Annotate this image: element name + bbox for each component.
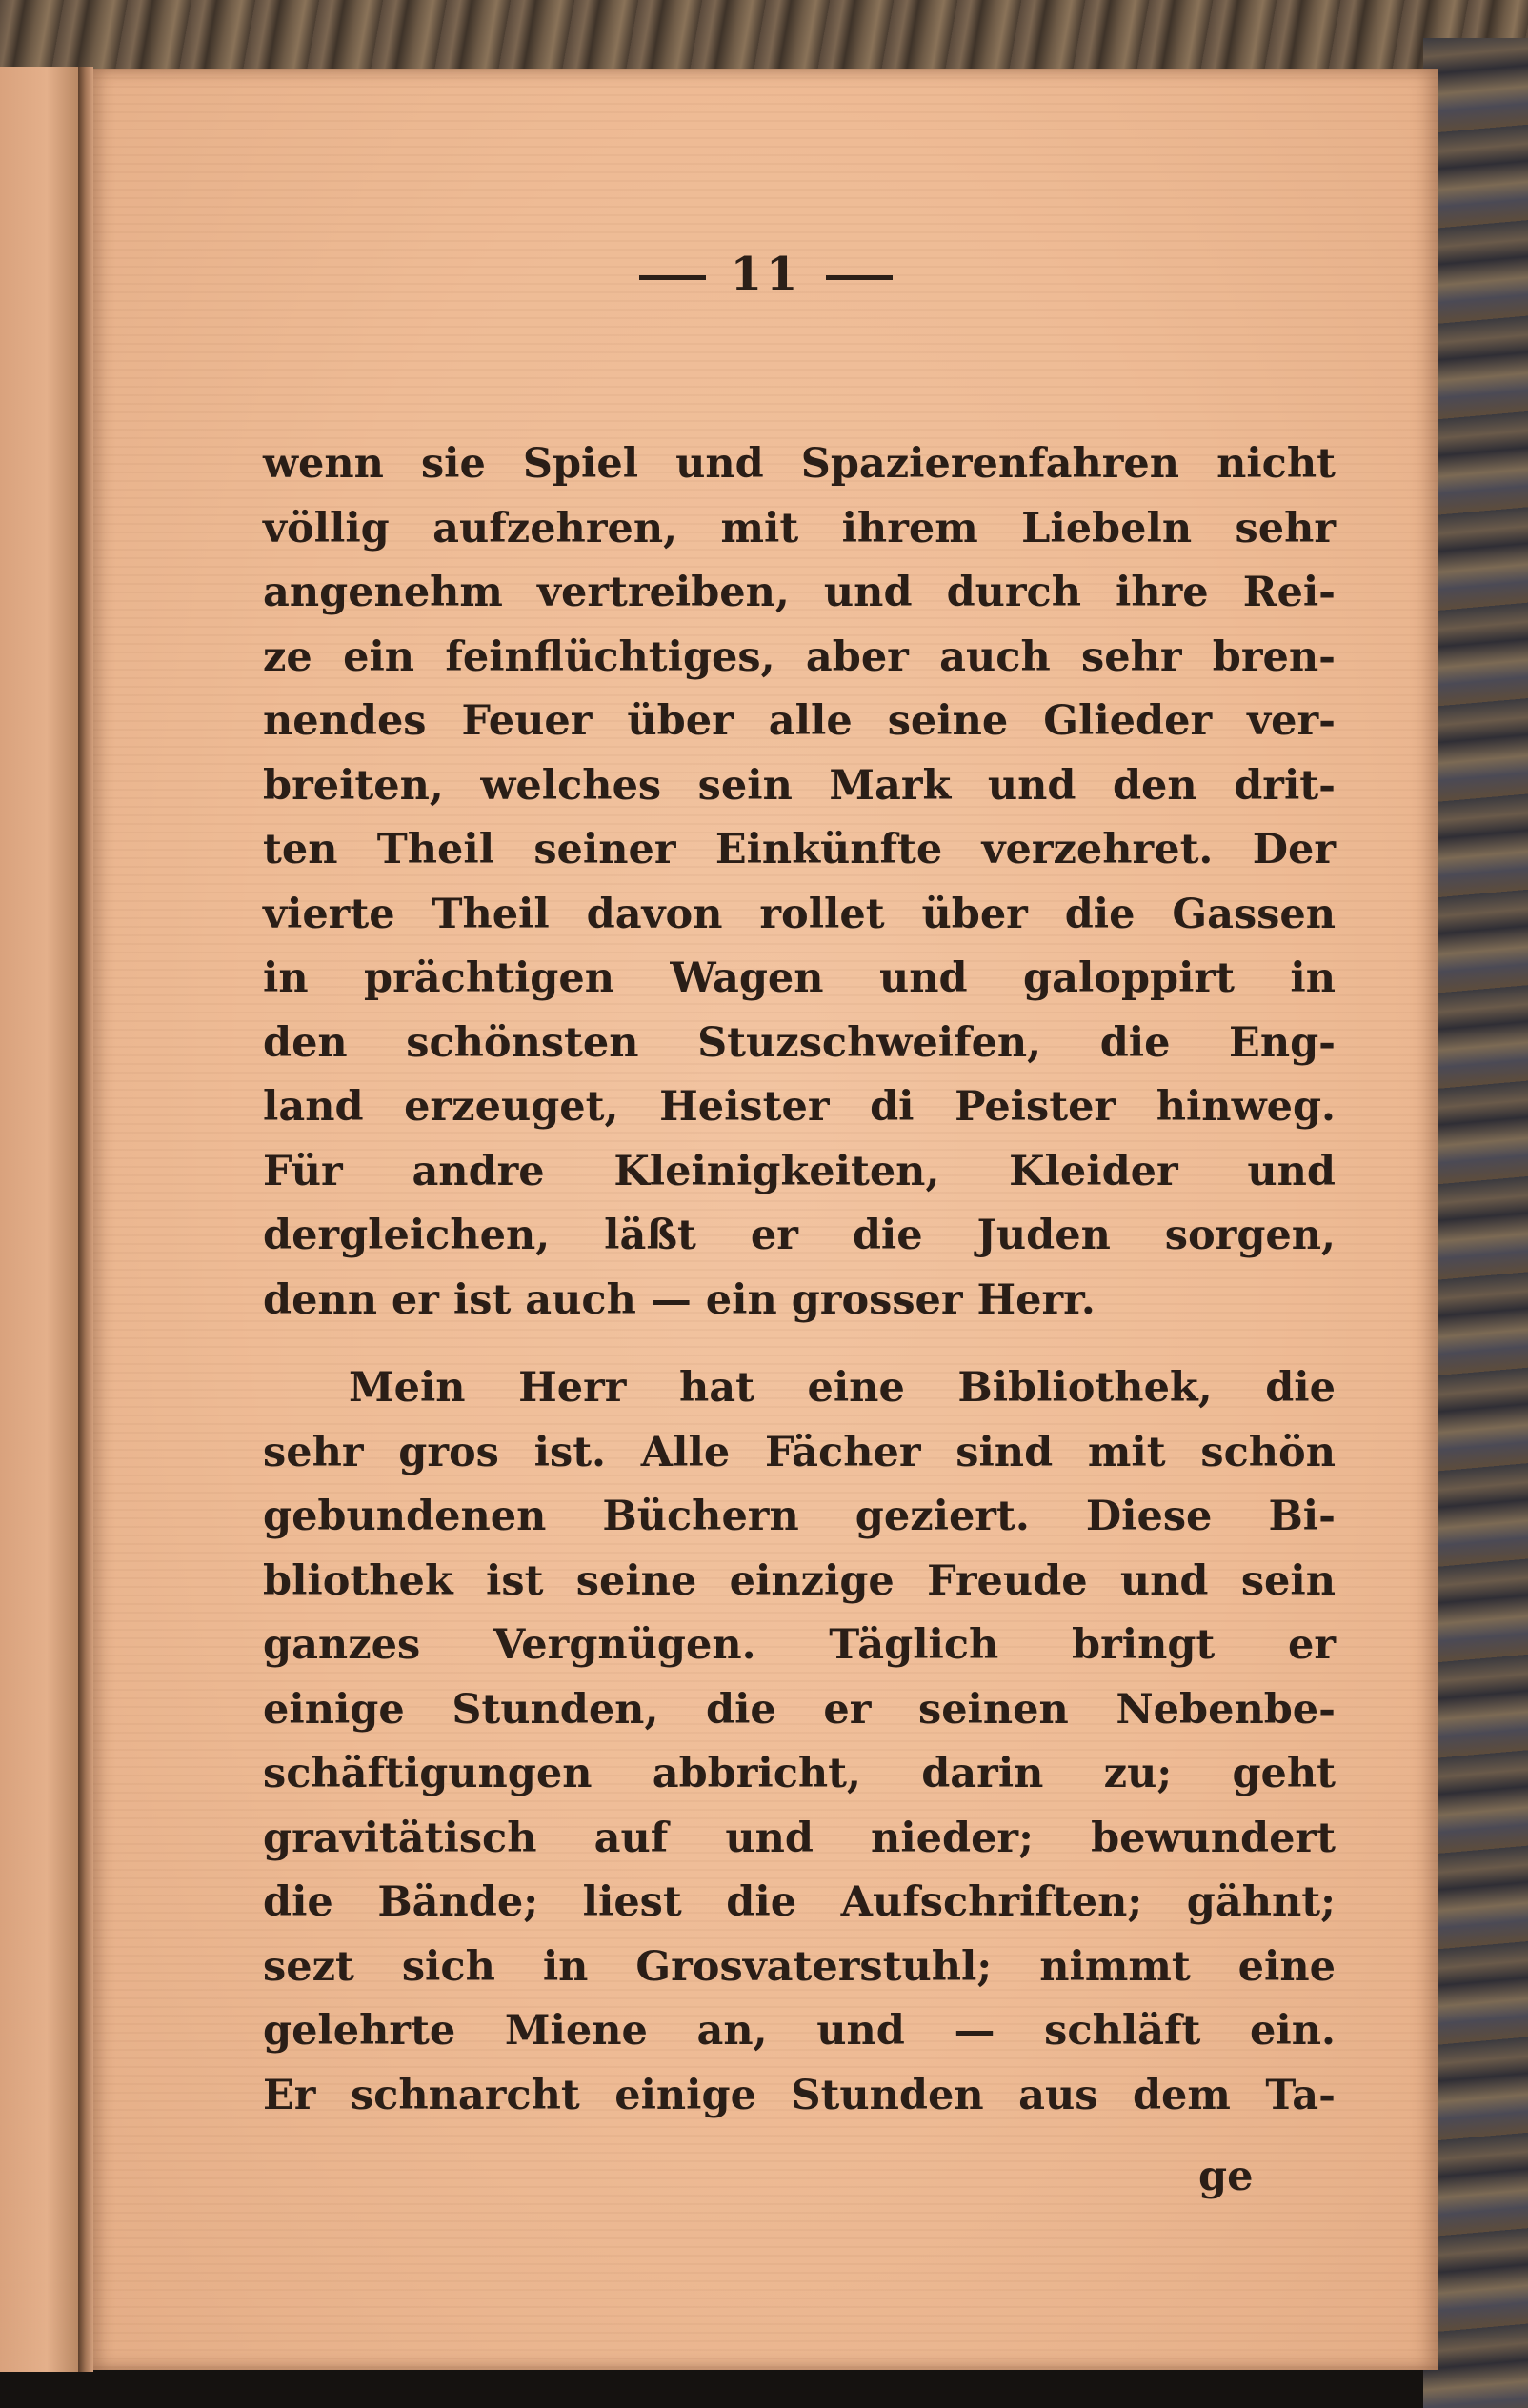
text-line: breiten, welches sein Mark und den drit-	[263, 761, 1336, 810]
text-line: völlig aufzehren, mit ihrem Liebeln sehr	[263, 504, 1336, 552]
text-line: land erzeuget, Heister di Peister hinweg.	[263, 1083, 1336, 1131]
text-line: gebundenen Büchern geziert. Diese Bi-	[263, 1493, 1336, 1540]
text-line: Er schnarcht einige Stunden aus dem Ta-	[263, 2071, 1336, 2119]
text-line: dergleichen, läßt er die Juden sorgen,	[263, 1212, 1336, 1259]
text-line: ze ein feinflüchtiges, aber auch sehr bren-	[263, 632, 1336, 681]
marbled-cover-top	[0, 0, 1528, 76]
text-line: ganzes Vergnügen. Täglich bringt er	[263, 1621, 1336, 1669]
text-line: wenn sie Spiel und Spazierenfahren nicht	[263, 440, 1336, 488]
text-line: sezt sich in Grosvaterstuhl; nimmt eine	[263, 1942, 1336, 1991]
text-line: sehr gros ist. Alle Fächer sind mit schön	[263, 1428, 1336, 1476]
book-page	[93, 69, 1438, 2370]
text-line: gelehrte Miene an, und — schläft ein.	[263, 2007, 1336, 2055]
paragraph-2	[263, 1356, 1336, 2128]
text-line: Mein Herr hat eine Bibliothek, die	[349, 1364, 1336, 1412]
paragraph-1	[263, 432, 1336, 1333]
text-line: bliothek ist seine einzige Freude und sein	[263, 1556, 1336, 1605]
text-line: schäftigungen abbricht, darin zu; geht	[263, 1750, 1336, 1797]
page-number: 11	[730, 248, 802, 301]
text-line: gravitätisch auf und nieder; bewundert	[263, 1814, 1336, 1862]
text-line: Für andre Kleinigkeiten, Kleider und	[263, 1147, 1336, 1195]
facing-page-edge	[0, 67, 81, 2372]
text-line: in prächtigen Wagen und galoppirt in	[263, 954, 1336, 1002]
text-line: einige Stunden, die er seinen Nebenbe-	[263, 1685, 1336, 1734]
book-gutter	[78, 67, 93, 2372]
rule-right	[826, 275, 893, 280]
text-line: vierte Theil davon rollet über die Gassen	[263, 890, 1336, 938]
text-line: die Bände; liest die Aufschriften; gähnt;	[263, 1878, 1336, 1926]
catchword: ge	[1198, 2153, 1254, 2200]
text-line: den schönsten Stuzschweifen, die Eng-	[263, 1018, 1336, 1067]
page-number-header	[93, 248, 1438, 301]
text-line: denn er ist auch — ein grosser Herr.	[263, 1275, 1096, 1324]
text-line: angenehm vertreiben, und durch ihre Rei-	[263, 569, 1336, 616]
rule-left	[639, 275, 706, 280]
marbled-cover-right	[1423, 38, 1528, 2408]
text-line: nendes Feuer über alle seine Glieder ver-	[263, 697, 1336, 745]
text-line: ten Theil seiner Einkünfte verzehret. Der	[263, 826, 1336, 873]
